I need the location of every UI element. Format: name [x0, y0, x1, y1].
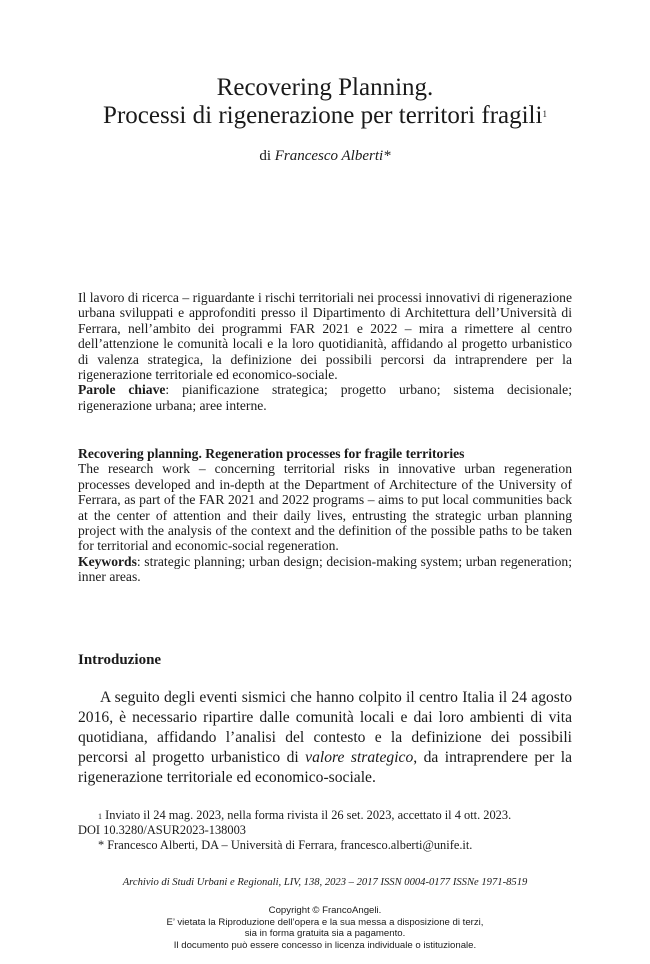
- title-line-2-text: Processi di rigenerazione per territori fragili: [103, 102, 543, 129]
- abstract-en-keywords: [78, 554, 572, 585]
- footnote-1: [78, 808, 572, 823]
- copyright-line-3: sia in forma gratuita sia a pagamento.: [244, 928, 406, 939]
- author-byline: [0, 148, 650, 165]
- journal-citation: Archivio di Studi Urbani e Regionali, LIV, 138, 2023 – 2017 ISSN 0004-0177 ISSNe 1971-8519: [122, 877, 528, 888]
- keywords-it-label: Parole chiave: [78, 382, 166, 398]
- footnotes: [78, 808, 572, 853]
- copyright-line-2: E’ vietata la Riproduzione dell’opera e la sua messa a disposizione di terzi,: [166, 916, 484, 928]
- title-line-2: [40, 102, 610, 130]
- footnote-1-text: Inviato il 24 mag. 2023, nella forma rivista il 26 set. 2023, accettato il 4 ott. 2023.: [105, 808, 512, 822]
- byline-prefix: di: [259, 148, 275, 164]
- abstract-en-text: The research work – concerning territorial risks in innovative urban regeneration processes developed and in-depth at the Department of Architecture of the University of Ferrara, as part of the FAR 2021 and 2022 programs – aims to put local communities back at the center of attention and their daily lives, entrusting the strategic urban planning project with the analysis of the context and the definition of the possible paths to be taken for territorial and economic-social regeneration.: [78, 461, 572, 554]
- introduction-body: [78, 688, 572, 788]
- abstract-it-text: Il lavoro di ricerca – riguardante i rischi territoriali nei processi innovativi di rigenerazione urbana sviluppati e approfonditi presso il Dipartimento di Architettura dell’Università di Ferrara, nell’ambito dei programmi FAR 2021 e 2022 – mira a rimettere al centro dell’attenzione le comunità locali e la loro quotidianità, affidando al progetto urbanistico di valenza strategica, la definizione dei possibili percorsi da intraprendere per la rigenerazione territoriale ed economico-sociale.: [78, 290, 572, 383]
- copyright-notice: [0, 905, 650, 951]
- author-name: Francesco Alberti*: [274, 148, 391, 164]
- title-line-1: Recovering Planning.: [216, 74, 434, 101]
- section-heading-introduzione: Introduzione: [78, 652, 162, 668]
- footnote-1-mark: 1: [98, 812, 102, 821]
- introduction-paragraph: [78, 688, 572, 788]
- footnote-1-doi: DOI 10.3280/ASUR2023-138003: [78, 823, 246, 837]
- abstract-it-keywords: [78, 382, 572, 413]
- para-text-italic: valore strategico: [305, 749, 414, 766]
- copyright-line-4: Il documento può essere concesso in licenza individuale o istituzionale.: [173, 939, 477, 951]
- copyright-line-1: Copyright © FrancoAngeli.: [268, 905, 382, 916]
- footnote-author: * Francesco Alberti, DA – Università di Ferrara, francesco.alberti@unife.it.: [98, 838, 473, 852]
- abstract-italian: [78, 290, 572, 413]
- abstract-english: [78, 446, 572, 585]
- keywords-it-list: : pianificazione strategica; progetto urbano; sistema decisionale; rigenerazione urbana; aree interne.: [78, 382, 572, 413]
- article-title: [40, 74, 610, 130]
- title-footnote-mark: 1: [542, 109, 547, 119]
- abstract-en-heading: Recovering planning. Regeneration processes for fragile territories: [78, 446, 465, 461]
- keywords-en-list: : strategic planning; urban design; decision-making system; urban regeneration; inner areas.: [78, 553, 572, 585]
- para-text-after: , da intraprendere per la rigenerazione territoriale ed economico-sociale.: [78, 749, 573, 786]
- keywords-en-label: Keywords: [78, 553, 137, 569]
- para-text-before: A seguito degli eventi sismici che hanno colpito il centro Italia il 24 agosto 2016, è necessario ripartire dalle comunità locali e dai loro ambienti di vita quotidiana, affidando l’analisi del contesto e la definizione dei possibili percorsi al progetto urbanistico di: [78, 689, 572, 766]
